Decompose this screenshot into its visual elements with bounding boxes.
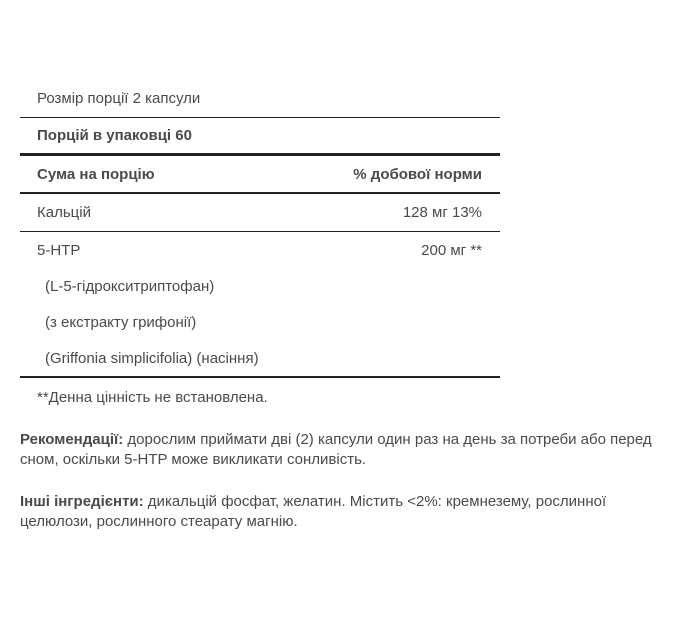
nutrient-name: Кальцій — [37, 204, 91, 221]
servings-per-container-row — [20, 118, 500, 156]
daily-value-header: % добової норми — [353, 165, 482, 183]
table-header-row — [20, 156, 500, 194]
recommendations-paragraph — [20, 430, 670, 470]
servings-per-container: Порцій в упаковці 60 — [37, 127, 192, 144]
table-row — [20, 232, 500, 268]
serving-size: Розмір порції 2 капсули — [37, 90, 201, 107]
other-ingredients-text: дикальцій фосфат, желатин. Містить <2%: кремнезему, рослинної целюлози, рослинного стеарату магнію. — [20, 493, 607, 530]
recommendations-label: Рекомендації: — [20, 431, 124, 448]
nutrient-sub-line: (Griffonia simplicifolia) (насіння) — [45, 349, 259, 367]
nutrient-sub-line: (L-5-гідрокситриптофан) — [45, 277, 215, 295]
other-ingredients-label: Інші інгредієнти: — [20, 493, 144, 510]
amount-per-serving-header: Сума на порцію — [37, 165, 155, 183]
recommendations-text: дорослим приймати дві (2) капсули один раз на день за потреби або перед сном, оскільки 5-HTP може викликати сонливість. — [20, 431, 652, 468]
htp-block — [20, 232, 500, 378]
serving-size-row — [20, 80, 500, 118]
nutrient-name: 5-HTP — [37, 241, 81, 259]
nutrient-sub-line: (з екстракту грифонії) — [45, 313, 197, 331]
supplement-facts-table — [20, 80, 500, 416]
nutrient-value: 128 мг 13% — [402, 204, 482, 221]
nutrient-value: 200 мг ** — [421, 241, 482, 259]
footnote: **Денна цінність не встановлена. — [37, 388, 268, 406]
other-ingredients-paragraph — [20, 492, 670, 532]
table-row — [20, 194, 500, 232]
